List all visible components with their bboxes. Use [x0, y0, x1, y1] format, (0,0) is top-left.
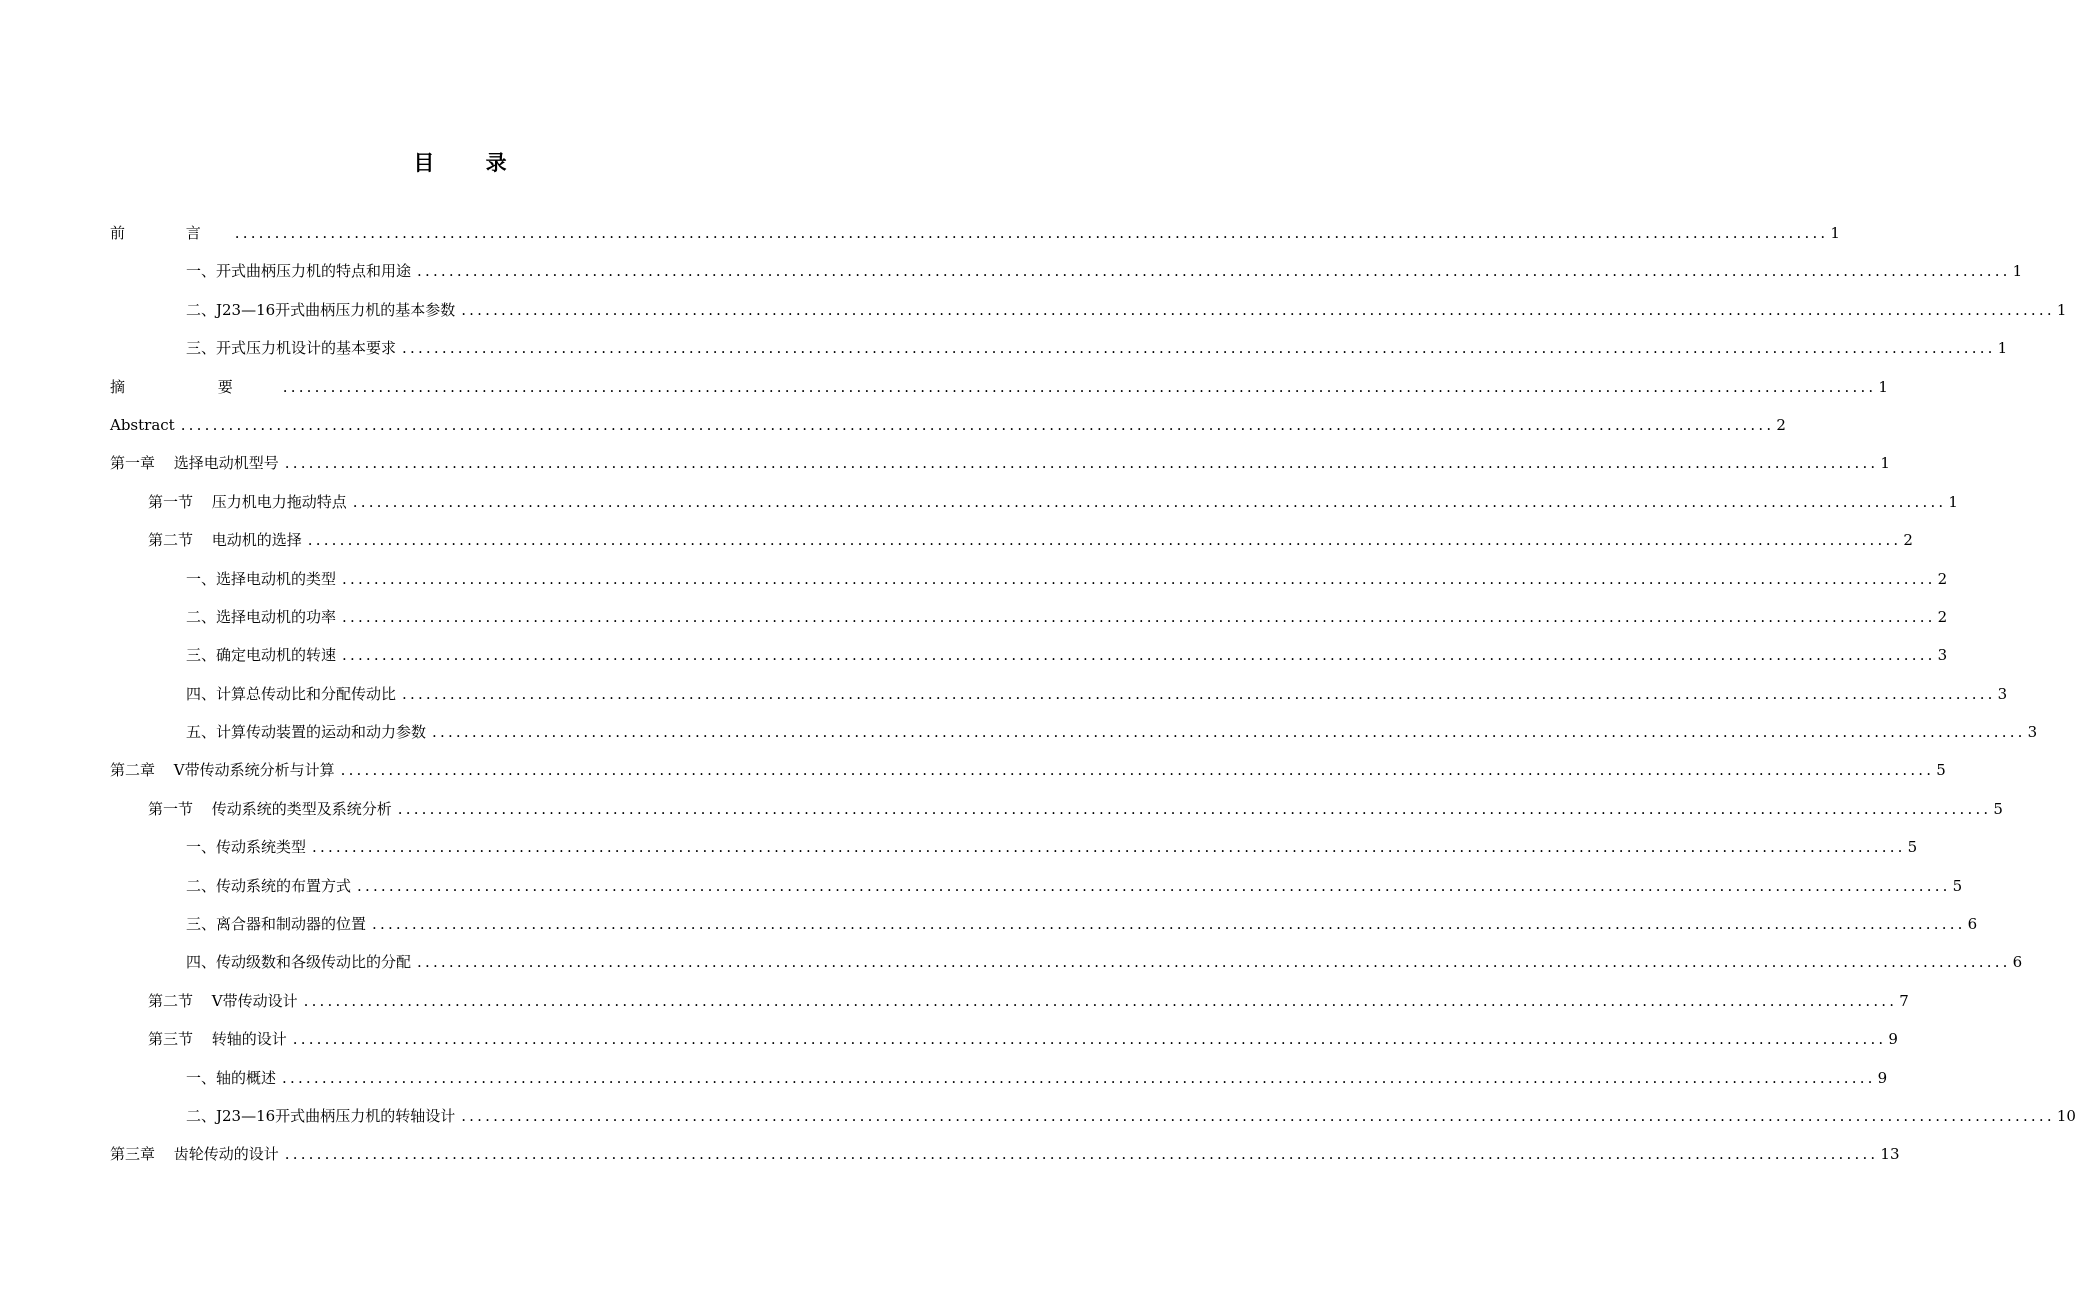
toc-entry-page: 13 [1880, 1145, 1900, 1164]
toc-entry-label: 第三节 转轴的设计 [148, 1030, 287, 1049]
toc-leader: ........................................................................................................................................................................................................ [284, 454, 1879, 473]
toc-entry-page: 5 [1936, 761, 1946, 780]
toc-entry-label: 一、开式曲柄压力机的特点和用途 [186, 262, 412, 281]
toc-entry-page: 2 [1903, 531, 1913, 550]
toc-entry-label: 第三章 齿轮传动的设计 [110, 1145, 279, 1164]
toc-entry-label: 四、传动级数和各级传动比的分配 [186, 953, 412, 972]
toc-entry-page: 1 [1830, 224, 1840, 242]
toc-entry-label: 二、J23—16开式曲柄压力机的基本参数 [186, 300, 456, 319]
toc-entry-page: 5 [1993, 799, 2003, 818]
toc-entry-label: 二、J23—16开式曲柄压力机的转轴设计 [186, 1106, 456, 1125]
toc-entry-page: 3 [2027, 723, 2038, 742]
toc-leader: ........................................................................................................................................................................................................ [417, 953, 2011, 972]
toc-entry-label: 第一章 选择电动机型号 [110, 454, 279, 473]
toc-entry-page: 1 [1997, 339, 2008, 358]
toc-entry[interactable] [110, 1097, 2076, 1135]
toc-leader: ........................................................................................................................................................................................................ [342, 646, 1936, 665]
toc-entry-label: 一、传动系统类型 [186, 838, 307, 857]
toc-entry-label: 四、计算总传动比和分配传动比 [186, 684, 397, 703]
toc-entry[interactable] [110, 982, 1909, 1020]
toc-entry-label: Abstract [110, 415, 175, 434]
toc-entry[interactable] [110, 214, 1840, 252]
toc-entry-label: 第二节 V带传动设计 [148, 991, 298, 1010]
toc-entry-page: 2 [1776, 415, 1786, 434]
toc-entry-page: 3 [1997, 684, 2008, 703]
toc-leader: ........................................................................................................................................................................................................ [402, 684, 1996, 703]
toc-entry[interactable] [110, 329, 2008, 367]
toc-entry[interactable] [110, 598, 1948, 636]
toc-entry-page: 10 [2056, 1106, 2076, 1125]
toc-entry-page: 1 [1948, 492, 1958, 511]
toc-entry-page: 7 [1899, 991, 1909, 1010]
toc-entry[interactable] [110, 751, 1946, 789]
toc-entry-label: 第一节 压力机电力拖动特点 [148, 492, 347, 511]
toc-leader: ........................................................................................................................................................................................................ [352, 492, 1947, 511]
toc-entry[interactable] [110, 1135, 1900, 1173]
toc-entry-page: 9 [1888, 1030, 1898, 1049]
toc-leader: ........................................................................................................................................................................................................ [234, 224, 1829, 242]
toc-entry-page: 1 [2012, 262, 2023, 281]
toc-entry-label: 三、确定电动机的转速 [186, 646, 337, 665]
toc-entry[interactable] [110, 291, 2067, 329]
toc-leader: ........................................................................................................................................................................................................ [284, 1145, 1879, 1164]
toc-leader: ........................................................................................................................................................................................................ [357, 876, 1951, 895]
toc-entry-page: 6 [1967, 915, 1978, 934]
toc-entry-label: 二、选择电动机的功率 [186, 607, 337, 626]
toc-leader: ........................................................................................................................................................................................................ [342, 607, 1936, 626]
toc-entry[interactable] [110, 790, 2003, 828]
toc-entry-page: 3 [1937, 646, 1948, 665]
toc-entry[interactable] [110, 713, 2038, 751]
toc-leader: ........................................................................................................................................................................................................ [397, 799, 1992, 818]
toc-entry-label: 三、开式压力机设计的基本要求 [186, 339, 397, 358]
toc-entry-label: 二、传动系统的布置方式 [186, 876, 352, 895]
toc-entry[interactable] [110, 943, 2023, 981]
toc-entry[interactable] [110, 636, 1948, 674]
toc-entry[interactable] [110, 560, 1948, 598]
toc-entry-label: 第二章 V带传动系统分析与计算 [110, 761, 335, 780]
toc-leader: ........................................................................................................................................................................................................ [417, 262, 2011, 281]
toc-entry-label: 前 言 [110, 224, 229, 242]
toc-entry-page: 2 [1937, 569, 1948, 588]
toc-leader: ........................................................................................................................................................................................................ [180, 415, 1775, 434]
toc-entry[interactable] [110, 675, 2008, 713]
toc-entry-label: 五、计算传动装置的运动和动力参数 [186, 723, 427, 742]
toc-entry-label: 第二节 电动机的选择 [148, 531, 302, 550]
toc-leader: ........................................................................................................................................................................................................ [461, 1106, 2055, 1125]
toc-leader: ........................................................................................................................................................................................................ [282, 1068, 1876, 1087]
toc-entry-page: 6 [2012, 953, 2023, 972]
toc-entry[interactable] [110, 406, 1786, 444]
toc-entry[interactable] [110, 828, 1918, 866]
toc-entry[interactable] [110, 444, 1890, 482]
toc-leader: ........................................................................................................................................................................................................ [307, 531, 1902, 550]
toc-entry-label: 摘 要 [110, 377, 277, 396]
toc-entry-page: 1 [2056, 300, 2067, 319]
page-title: 目 录 [413, 150, 529, 175]
toc-entry[interactable] [110, 368, 1888, 406]
toc-entry-label: 第一节 传动系统的类型及系统分析 [148, 799, 392, 818]
toc-leader: ........................................................................................................................................................................................................ [342, 569, 1936, 588]
toc-entry-label: 一、选择电动机的类型 [186, 569, 337, 588]
toc-entry-label: 一、轴的概述 [186, 1068, 277, 1087]
toc-leader: ........................................................................................................................................................................................................ [402, 339, 1996, 358]
toc-leader: ........................................................................................................................................................................................................ [340, 761, 1935, 780]
toc-entry-page: 5 [1952, 876, 1963, 895]
toc-entry-page: 2 [1937, 607, 1948, 626]
toc-entry[interactable] [110, 252, 2023, 290]
toc-entry-page: 5 [1907, 838, 1918, 857]
toc-leader: ........................................................................................................................................................................................................ [282, 377, 1877, 396]
toc-entry-page: 9 [1877, 1068, 1888, 1087]
toc-leader: ........................................................................................................................................................................................................ [303, 991, 1898, 1010]
toc-leader: ........................................................................................................................................................................................................ [372, 915, 1966, 934]
toc-leader: ........................................................................................................................................................................................................ [432, 723, 2026, 742]
toc-entry-page: 1 [1878, 377, 1888, 396]
toc-entry-page: 1 [1880, 454, 1890, 473]
toc-leader: ........................................................................................................................................................................................................ [312, 838, 1906, 857]
toc-leader: ........................................................................................................................................................................................................ [292, 1030, 1887, 1049]
toc-entry[interactable] [110, 521, 1913, 559]
toc-entry[interactable] [110, 1020, 1898, 1058]
toc-entry-label: 三、离合器和制动器的位置 [186, 915, 367, 934]
toc-entry[interactable] [110, 867, 1963, 905]
toc-leader: ........................................................................................................................................................................................................ [461, 300, 2055, 319]
table-of-contents [110, 214, 2076, 1174]
toc-entry[interactable] [110, 1059, 1888, 1097]
toc-entry[interactable] [110, 483, 1958, 521]
toc-entry[interactable] [110, 905, 1978, 943]
